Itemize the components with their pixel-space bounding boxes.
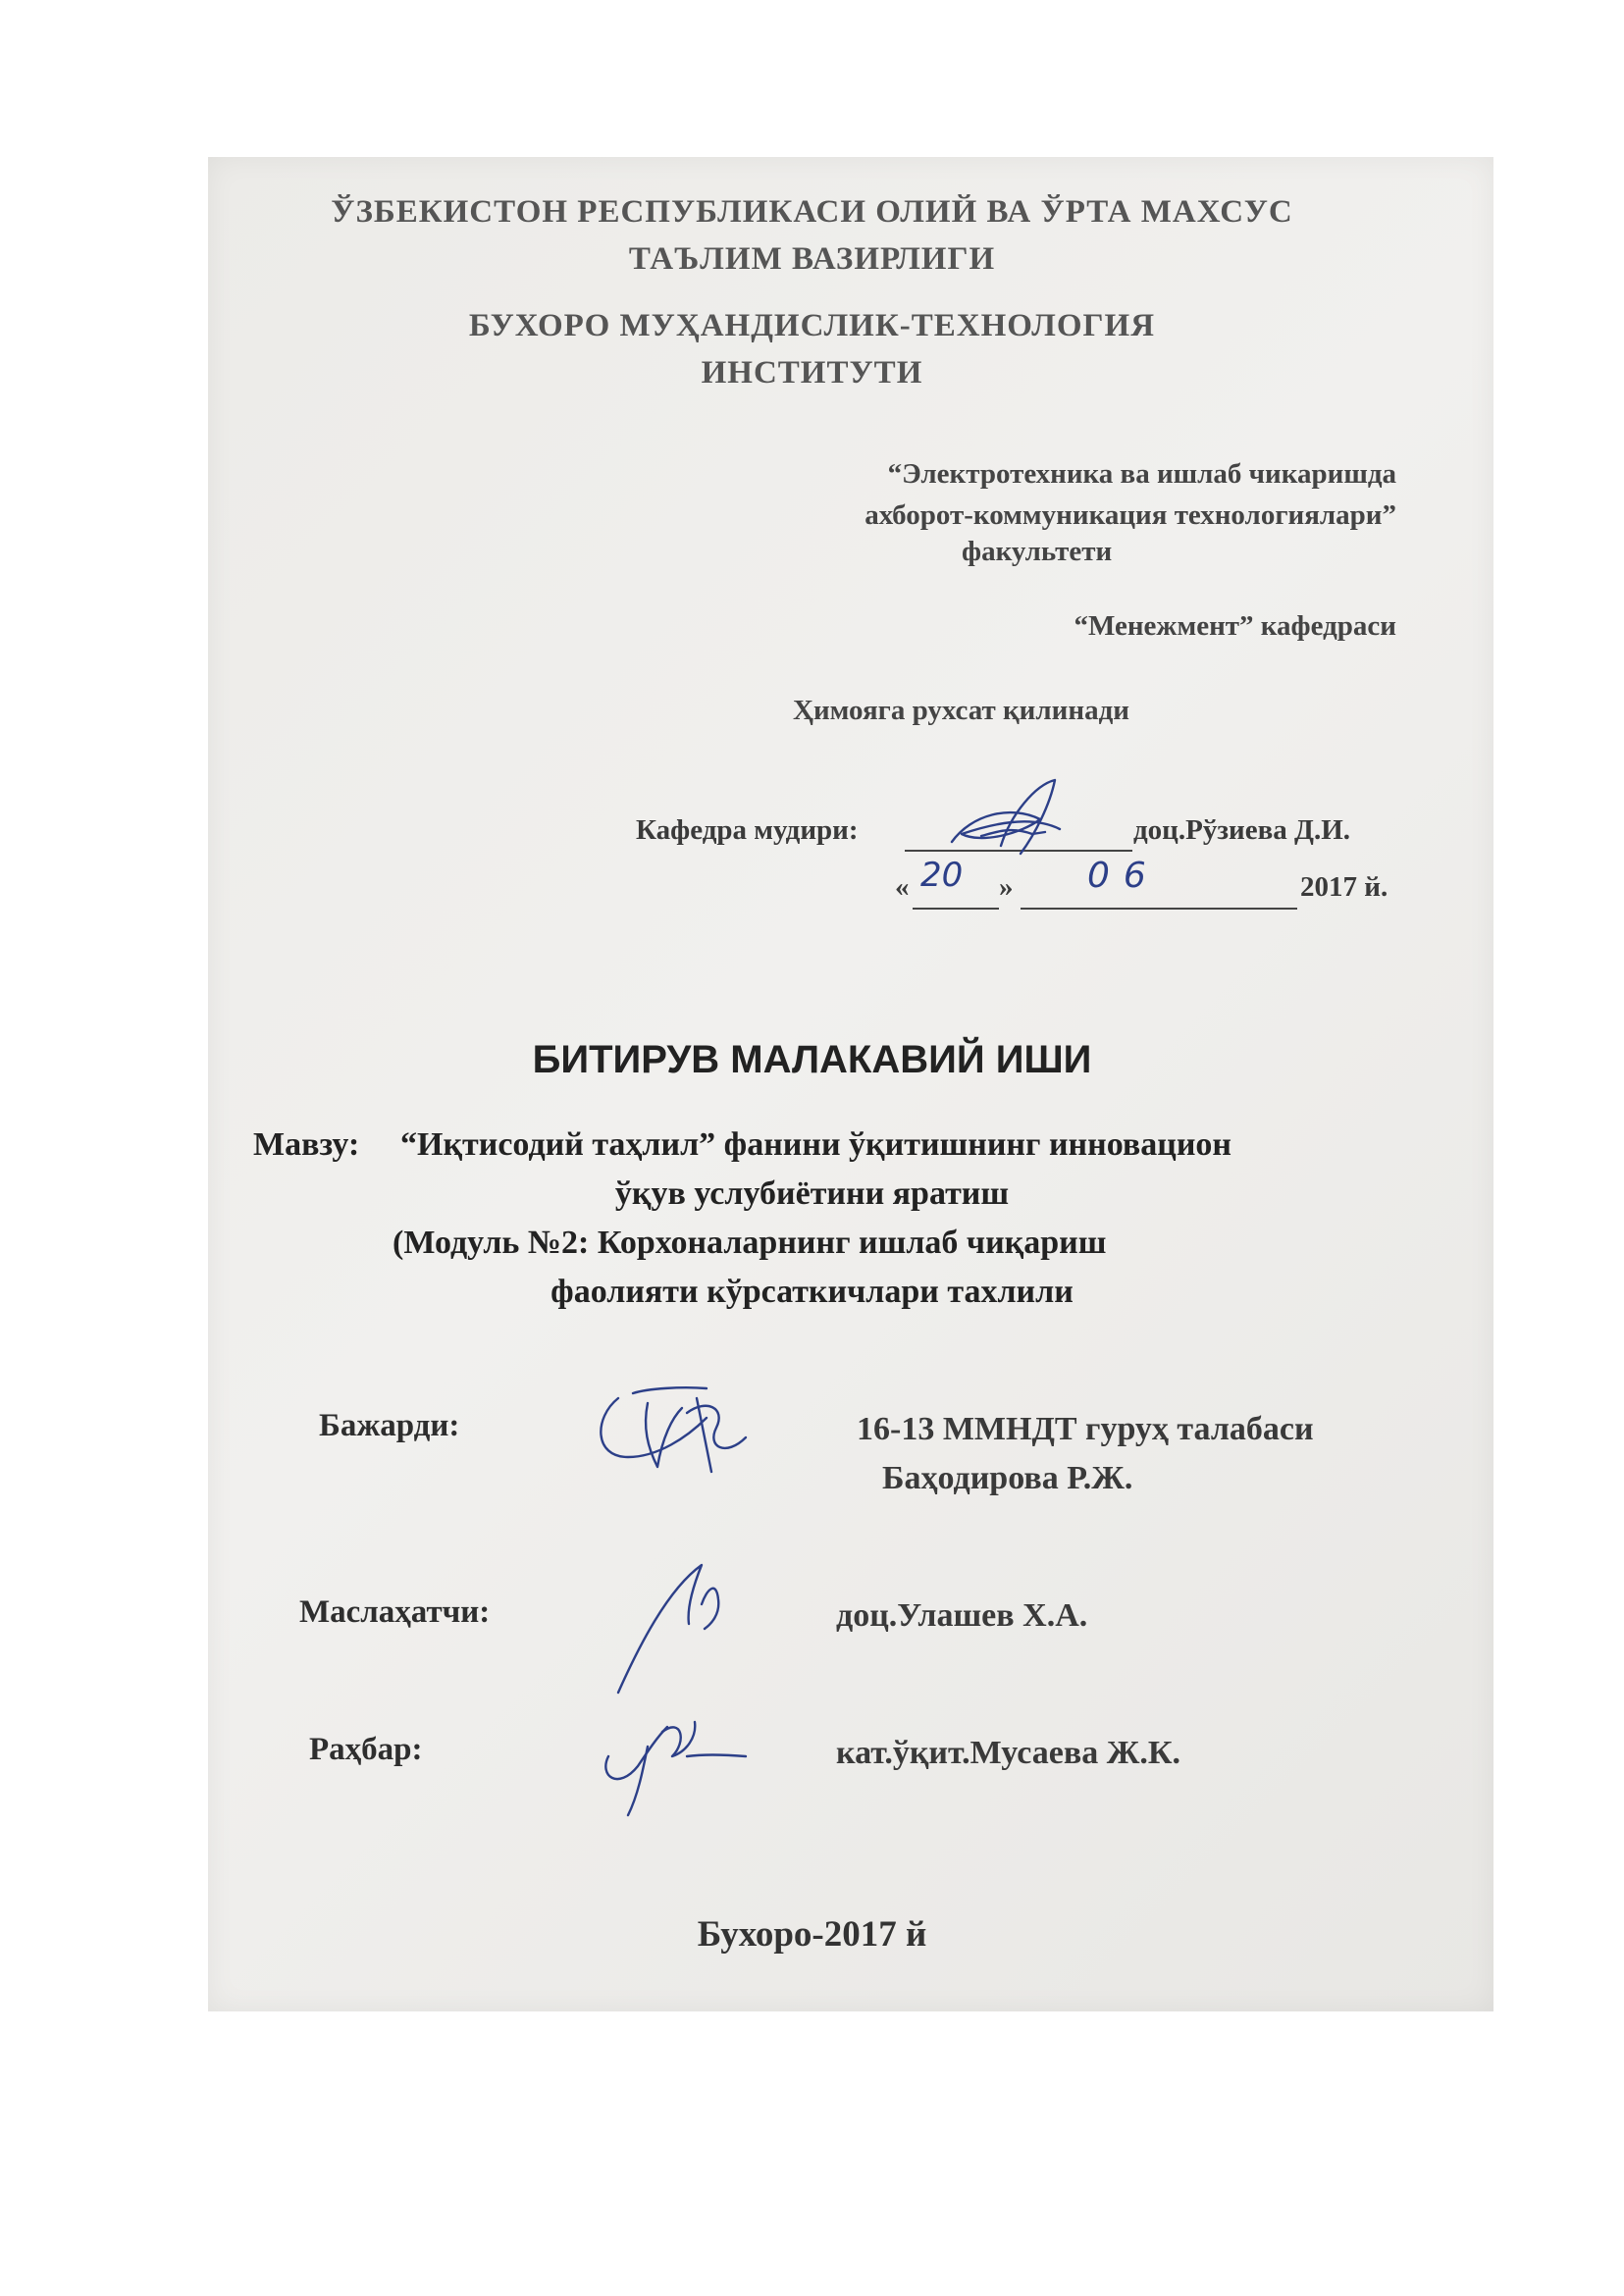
head-of-department-name: доц.Рўзиева Д.И. xyxy=(1133,814,1350,846)
date-day-handwritten: 20 xyxy=(920,856,964,895)
date-month-line xyxy=(1021,908,1297,910)
topic-line-4: фаолияти кўрсаткичлари тахлили xyxy=(550,1274,1074,1310)
student-group: 16-13 ММНДТ гуруҳ талабаси xyxy=(857,1411,1314,1447)
advisor-signature xyxy=(608,1550,746,1697)
topic-label: Мавзу: xyxy=(253,1126,360,1163)
ministry-line-1: ЎЗБЕКИСТОН РЕСПУБЛИКАСИ ОЛИЙ ВА ЎРТА МАХСУС xyxy=(331,194,1293,230)
faculty-line-2: ахборот-коммуникация технологиялари” xyxy=(864,499,1396,531)
date-day-line xyxy=(913,908,999,910)
supervisor-name: кат.ўқит.Мусаева Ж.К. xyxy=(836,1735,1180,1771)
advisor-label: Маслаҳатчи: xyxy=(299,1594,491,1630)
date-month-handwritten: 06 xyxy=(1087,856,1160,896)
ministry-line-2: ТАЪЛИМ ВАЗИРЛИГИ xyxy=(628,241,996,277)
document-title: БИТИРУВ МАЛАКАВИЙ ИШИ xyxy=(532,1038,1092,1081)
date-open-quote: « xyxy=(895,871,910,903)
faculty-label: факультети xyxy=(962,536,1113,567)
ministry-heading xyxy=(0,188,1624,283)
institute-heading xyxy=(0,302,1624,396)
department-name: “Менежмент” кафедраси xyxy=(1074,610,1396,642)
city-year-footer: Бухоро-2017 й xyxy=(697,1914,927,1955)
performed-by-label: Бажарди: xyxy=(319,1408,460,1443)
institute-line-1: БУХОРО МУҲАНДИСЛИК-ТЕХНОЛОГИЯ xyxy=(468,308,1156,343)
head-signature xyxy=(942,775,1099,863)
date-close-quote: » xyxy=(999,871,1014,903)
institute-line-2: ИНСТИТУТИ xyxy=(701,355,923,391)
supervisor-signature xyxy=(589,1697,756,1825)
supervisor-label: Раҳбар: xyxy=(309,1732,423,1767)
faculty-name xyxy=(864,453,1396,536)
topic-line-1: “Иқтисодий таҳлил” фанини ўқитишнинг инновацион xyxy=(400,1126,1231,1163)
topic-line-3: (Модуль №2: Корхоналарнинг ишлаб чиқариш xyxy=(393,1225,1107,1261)
student-signature xyxy=(589,1379,756,1487)
topic-line-2: ўқув услубиётини яратиш xyxy=(614,1175,1010,1212)
advisor-name: доц.Улашев Х.А. xyxy=(836,1597,1088,1634)
date-year: 2017 й. xyxy=(1300,871,1388,903)
student-name: Баҳодирова Р.Ж. xyxy=(882,1460,1133,1496)
head-of-department-label: Кафедра мудири: xyxy=(636,814,859,846)
faculty-line-1: “Электротехника ва ишлаб чикаришда xyxy=(887,458,1396,490)
defense-permission: Ҳимояга рухсат қилинади xyxy=(793,695,1129,726)
